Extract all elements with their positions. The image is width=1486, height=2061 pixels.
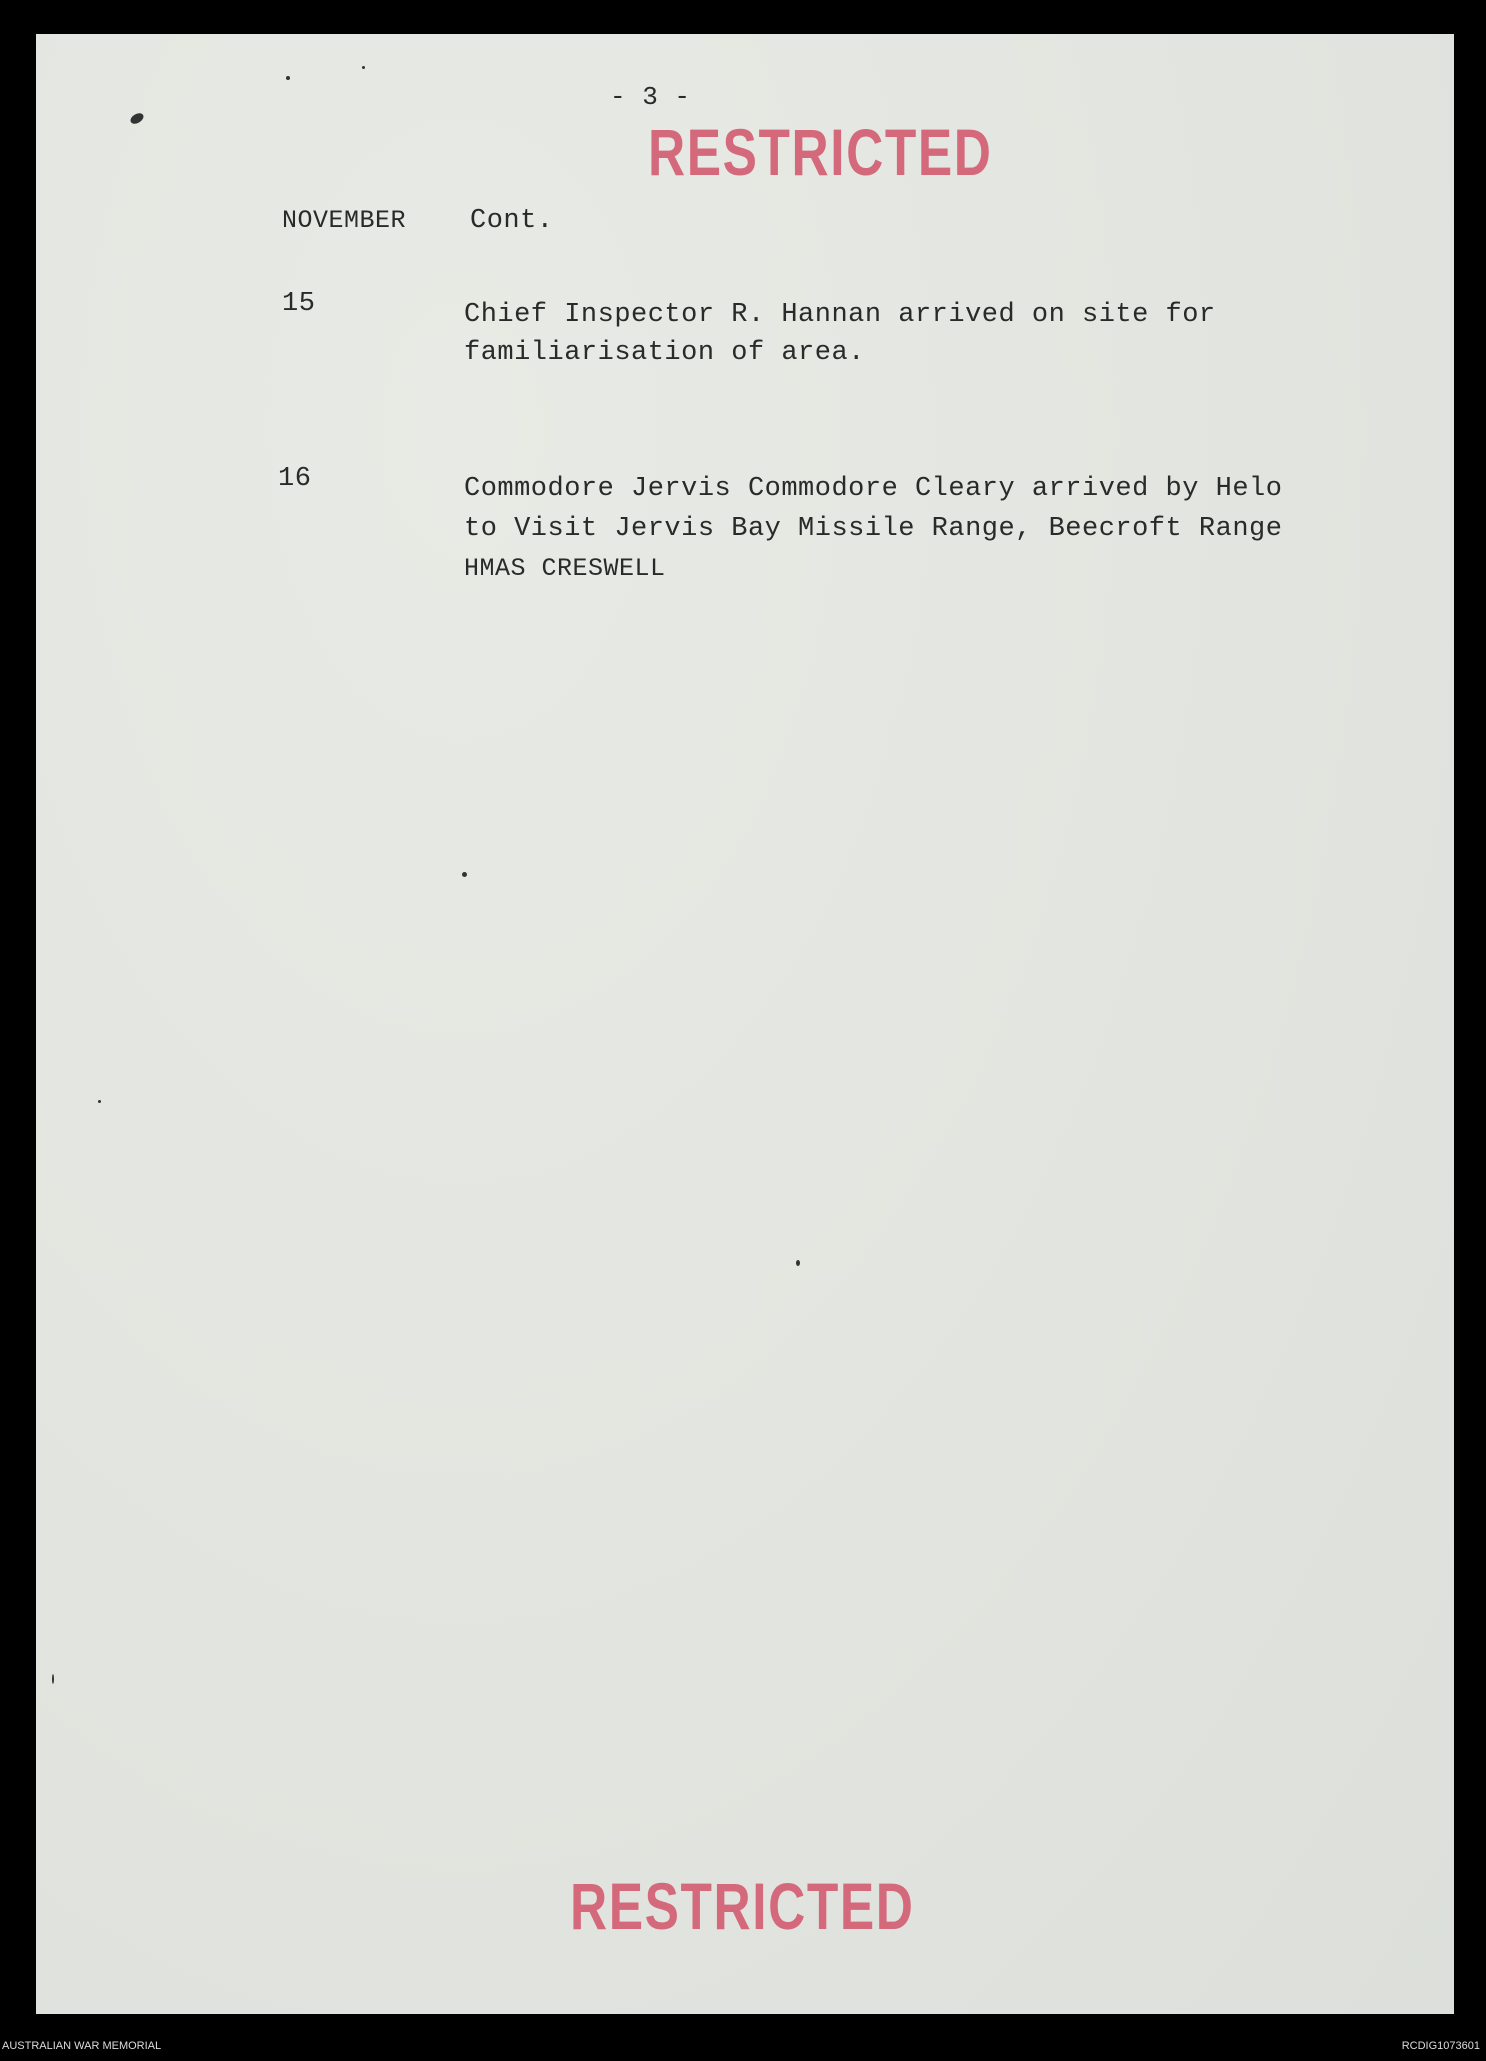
entry-line: Chief Inspector R. Hannan arrived on site for	[464, 300, 1216, 330]
entry-line: HMAS CRESWELL	[464, 554, 666, 583]
restricted-stamp-bottom: RESTRICTED	[570, 1869, 915, 1943]
footer-left: AUSTRALIAN WAR MEMORIAL	[2, 2040, 162, 2052]
paper-speck	[286, 76, 290, 80]
cont-label: Cont.	[470, 206, 554, 236]
entry-day: 16	[278, 464, 312, 494]
entry-line: Commodore Jervis Commodore Cleary arrived by Helo	[464, 474, 1283, 504]
month-heading: NOVEMBER	[282, 206, 407, 235]
entry-line: to Visit Jervis Bay Missile Range, Beecroft Range	[464, 514, 1283, 544]
paper-speck	[462, 872, 467, 877]
paper-speck	[796, 1260, 800, 1266]
paper-speck	[52, 1674, 54, 1684]
entry-line: familiarisation of area.	[464, 338, 865, 368]
paper-speck	[129, 111, 146, 126]
restricted-stamp-top: RESTRICTED	[648, 115, 993, 189]
entry-day: 15	[282, 289, 316, 319]
paper-speck	[362, 66, 365, 69]
document-page	[36, 34, 1454, 2014]
footer-right: RCDIG1073601	[1401, 2040, 1480, 2052]
paper-speck	[98, 1100, 101, 1103]
page-number: - 3 -	[610, 82, 691, 112]
